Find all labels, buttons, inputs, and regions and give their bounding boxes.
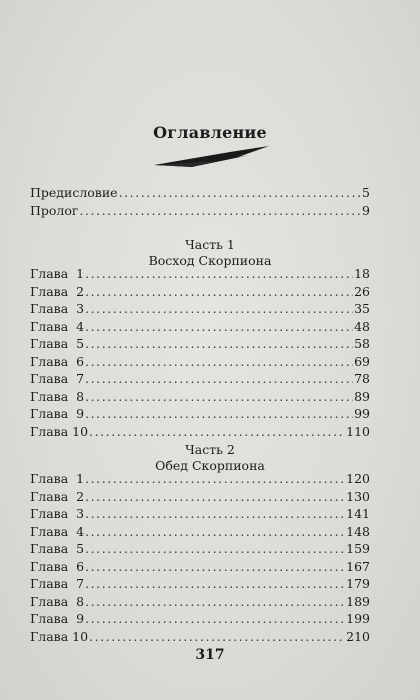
entry-page: 148 — [346, 523, 370, 539]
front-matter-list — [30, 184, 370, 219]
toc-entry-preface[interactable] — [30, 184, 370, 202]
dot-leader — [89, 423, 345, 441]
entry-label: Глава 5 — [30, 541, 85, 556]
toc-entry-chapter[interactable] — [30, 353, 370, 371]
toc-entry-chapter[interactable] — [30, 610, 370, 628]
toc-entry-chapter[interactable] — [30, 265, 370, 283]
entry-page: 210 — [346, 628, 370, 644]
entry-label: Глава 9 — [30, 406, 85, 421]
entry-label: Глава 3 — [30, 506, 85, 521]
entry-page: 48 — [354, 318, 370, 334]
entry-label: Глава 1 — [30, 471, 85, 486]
dot-leader — [85, 388, 353, 406]
entry-page: 99 — [354, 406, 370, 421]
entry-label: Глава 6 — [30, 558, 85, 574]
entry-page: 69 — [354, 353, 370, 369]
dot-leader — [89, 628, 345, 646]
toc-entry-chapter[interactable] — [30, 283, 370, 301]
dot-leader — [85, 300, 353, 318]
entry-page: 35 — [354, 301, 370, 316]
toc-entry-chapter[interactable] — [30, 470, 370, 488]
entry-page: 26 — [354, 283, 370, 299]
entry-label: Глава 4 — [30, 318, 85, 334]
entry-label: Глава 9 — [30, 611, 85, 626]
entry-label: Глава 10 — [30, 423, 89, 439]
entry-page: 189 — [346, 593, 370, 609]
entry-label: Глава 1 — [30, 266, 85, 281]
dot-leader — [85, 593, 345, 611]
toc-entry-chapter[interactable] — [30, 575, 370, 593]
dot-leader — [85, 335, 353, 353]
dot-leader — [79, 202, 361, 220]
dot-leader — [85, 283, 353, 301]
dot-leader — [85, 405, 353, 423]
dot-leader — [85, 523, 345, 541]
dot-leader — [85, 575, 345, 593]
toc-entry-chapter[interactable] — [30, 505, 370, 523]
entry-label: Глава 7 — [30, 371, 85, 386]
entry-label: Глава 2 — [30, 488, 85, 504]
toc-entry-chapter[interactable] — [30, 388, 370, 406]
dot-leader — [85, 265, 353, 283]
toc-entry-prologue[interactable] — [30, 202, 370, 220]
entry-label: Глава 10 — [30, 628, 89, 644]
toc-entry-chapter[interactable] — [30, 370, 370, 388]
entry-page: 159 — [346, 541, 370, 556]
toc-entry-chapter[interactable] — [30, 558, 370, 576]
part-1-title: Восход Скорпиона — [148, 253, 272, 268]
entry-page: 89 — [354, 388, 370, 404]
dot-leader — [85, 370, 353, 388]
entry-label: Глава 8 — [30, 388, 85, 404]
entry-page: 179 — [346, 576, 370, 591]
entry-label: Глава 8 — [30, 593, 85, 609]
entry-page: 199 — [346, 611, 370, 626]
dot-leader — [85, 318, 353, 336]
entry-page: 141 — [346, 506, 370, 521]
entry-label: Предисловие — [30, 185, 118, 200]
dot-leader — [85, 470, 345, 488]
entry-label: Глава 2 — [30, 283, 85, 299]
entry-page: 18 — [354, 266, 370, 281]
scorpion-tail-ornament-icon — [152, 145, 272, 171]
toc-entry-chapter[interactable] — [30, 523, 370, 541]
entry-label: Пролог — [30, 202, 79, 218]
toc-entry-chapter[interactable] — [30, 318, 370, 336]
dot-leader — [85, 353, 353, 371]
part-1-label: Часть 1 — [185, 237, 235, 252]
entry-page: 167 — [346, 558, 370, 574]
part-2-title: Обед Скорпиона — [155, 458, 265, 473]
entry-page: 130 — [346, 488, 370, 504]
toc-entry-chapter[interactable] — [30, 300, 370, 318]
part-2-chapter-list — [30, 470, 370, 645]
entry-page: 5 — [362, 185, 370, 200]
toc-entry-chapter[interactable] — [30, 540, 370, 558]
toc-entry-chapter[interactable] — [30, 628, 370, 646]
part-2-label: Часть 2 — [185, 442, 235, 457]
toc-entry-chapter[interactable] — [30, 593, 370, 611]
dot-leader — [85, 558, 345, 576]
entry-page: 9 — [362, 202, 370, 218]
dot-leader — [119, 184, 361, 202]
entry-page: 120 — [346, 471, 370, 486]
part-1-chapter-list — [30, 265, 370, 440]
dot-leader — [85, 610, 345, 628]
entry-label: Глава 5 — [30, 336, 85, 351]
entry-page: 110 — [346, 423, 370, 439]
dot-leader — [85, 505, 345, 523]
entry-label: Глава 6 — [30, 353, 85, 369]
toc-entry-chapter[interactable] — [30, 488, 370, 506]
toc-title: Оглавление — [153, 123, 267, 142]
entry-label: Глава 7 — [30, 576, 85, 591]
dot-leader — [85, 540, 345, 558]
dot-leader — [85, 488, 345, 506]
toc-entry-chapter[interactable] — [30, 405, 370, 423]
page-number: 317 — [195, 647, 225, 663]
entry-page: 58 — [354, 336, 370, 351]
toc-entry-chapter[interactable] — [30, 335, 370, 353]
entry-label: Глава 3 — [30, 301, 85, 316]
toc-entry-chapter[interactable] — [30, 423, 370, 441]
entry-label: Глава 4 — [30, 523, 85, 539]
entry-page: 78 — [354, 371, 370, 386]
